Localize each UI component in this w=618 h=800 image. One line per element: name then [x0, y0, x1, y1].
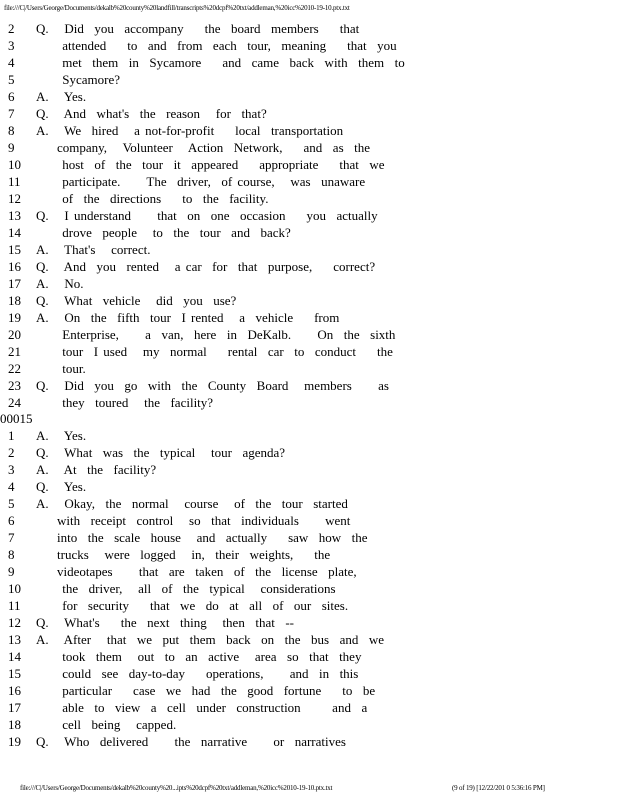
line-number: 14 — [8, 649, 21, 664]
transcript-line — [0, 88, 618, 105]
transcript-line — [0, 71, 618, 88]
transcript-block-b — [0, 427, 618, 750]
line-text: videotapes that are taken of the license plate, — [36, 564, 357, 579]
line-text: company, Volunteer Action Network, and as the — [36, 140, 371, 155]
line-number: 17 — [8, 700, 21, 715]
transcript-line — [0, 190, 618, 207]
transcript-block-a — [0, 20, 618, 411]
line-text: Q. I understand that on one occasion you actually — [36, 208, 378, 223]
transcript-line — [0, 292, 618, 309]
line-number: 21 — [8, 344, 21, 359]
line-text: A. Yes. — [36, 89, 87, 104]
line-text: Q. And what's the reason for that? — [36, 106, 267, 121]
transcript-line — [0, 682, 618, 699]
transcript-line — [0, 156, 618, 173]
line-text: took them out to an active area so that they — [36, 649, 362, 664]
line-text: particular case we had the good fortune to be — [36, 683, 376, 698]
transcript-line — [0, 275, 618, 292]
line-text: able to view a cell under construction and a — [36, 700, 368, 715]
line-text: Q. Who delivered the narrative or narratives — [36, 734, 346, 749]
line-number: 13 — [8, 208, 21, 223]
line-text: A. That's correct. — [36, 242, 151, 257]
transcript-line — [0, 716, 618, 733]
transcript-line — [0, 377, 618, 394]
line-text: host of the tour it appeared appropriate that we — [36, 157, 385, 172]
transcript-line — [0, 105, 618, 122]
line-text: of the directions to the facility. — [36, 191, 269, 206]
transcript-line — [0, 648, 618, 665]
line-number: 5 — [8, 496, 15, 511]
line-text: attended to and from each tour, meaning that you — [36, 38, 397, 53]
line-number: 6 — [8, 513, 15, 528]
line-text: A. We hired a not-for-profit local transportation — [36, 123, 344, 138]
transcript-line — [0, 665, 618, 682]
line-number: 16 — [8, 259, 21, 274]
line-text: drove people to the tour and back? — [36, 225, 291, 240]
line-text: A. On the fifth tour I rented a vehicle from — [36, 310, 340, 325]
line-text: Sycamore? — [36, 72, 121, 87]
transcript-line — [0, 461, 618, 478]
line-number: 11 — [8, 598, 21, 613]
transcript-line — [0, 20, 618, 37]
line-number: 8 — [8, 547, 15, 562]
line-text: Q. Did you go with the County Board members as — [36, 378, 389, 393]
line-number: 19 — [8, 734, 21, 749]
transcript-line — [0, 309, 618, 326]
line-text: A. After that we put them back on the bus and we — [36, 632, 385, 647]
line-text: A. At the facility? — [36, 462, 157, 477]
line-number: 11 — [8, 174, 21, 189]
line-number: 14 — [8, 225, 21, 240]
transcript-line — [0, 394, 618, 411]
line-text: tour I used my normal rental car to conduct the — [36, 344, 393, 359]
line-number: 3 — [8, 462, 15, 477]
transcript-line — [0, 478, 618, 495]
line-text: with receipt control so that individuals went — [36, 513, 351, 528]
line-number: 6 — [8, 89, 15, 104]
line-number: 23 — [8, 378, 21, 393]
line-number: 5 — [8, 72, 15, 87]
transcript-line — [0, 563, 618, 580]
line-number: 9 — [8, 140, 15, 155]
footer-page-info: (9 of 19) [12/22/201 0 5:36:16 PM] — [452, 784, 545, 792]
line-number: 9 — [8, 564, 15, 579]
line-text: into the scale house and actually saw how the — [36, 530, 368, 545]
line-number: 13 — [8, 632, 21, 647]
line-number: 19 — [8, 310, 21, 325]
line-number: 10 — [8, 157, 21, 172]
transcript-line — [0, 37, 618, 54]
line-text: Q. Yes. — [36, 479, 87, 494]
line-text: could see day-to-day operations, and in this — [36, 666, 359, 681]
footer-file-path: file:///C|/Users/George/Documents/dekalb%20county%20...ipts%20dcpf%20txt/addleman,%20icc%2010-19-10.ptx.txt — [20, 784, 333, 792]
transcript-line — [0, 139, 618, 156]
line-number: 4 — [8, 55, 15, 70]
line-text: trucks were logged in, their weights, the — [36, 547, 331, 562]
line-text: Enterprise, a van, here in DeKalb. On the sixth — [36, 327, 396, 342]
line-text: A. Yes. — [36, 428, 87, 443]
line-number: 24 — [8, 395, 21, 410]
page-marker: 00015 — [0, 411, 33, 426]
transcript-line — [0, 597, 618, 614]
line-number: 1 — [8, 428, 15, 443]
line-number: 18 — [8, 293, 21, 308]
transcript-line — [0, 343, 618, 360]
line-text: the driver, all of the typical considerations — [36, 581, 336, 596]
transcript-line — [0, 699, 618, 716]
transcript-line — [0, 207, 618, 224]
line-number: 12 — [8, 191, 21, 206]
line-text: A. No. — [36, 276, 84, 291]
transcript-line — [0, 546, 618, 563]
transcript-line — [0, 580, 618, 597]
transcript-line — [0, 54, 618, 71]
transcript-line — [0, 360, 618, 377]
line-number: 4 — [8, 479, 15, 494]
line-number: 20 — [8, 327, 21, 342]
line-number: 2 — [8, 445, 15, 460]
line-text: they toured the facility? — [36, 395, 214, 410]
line-number: 15 — [8, 242, 21, 257]
transcript-line — [0, 326, 618, 343]
transcript-line — [0, 258, 618, 275]
line-number: 8 — [8, 123, 15, 138]
line-number: 3 — [8, 38, 15, 53]
transcript-line — [0, 122, 618, 139]
line-text: met them in Sycamore and came back with them to — [36, 55, 405, 70]
line-number: 15 — [8, 666, 21, 681]
line-number: 7 — [8, 530, 15, 545]
line-text: Q. Did you accompany the board members that — [36, 21, 360, 36]
transcript-line — [0, 529, 618, 546]
line-text: cell being capped. — [36, 717, 177, 732]
line-number: 7 — [8, 106, 15, 121]
transcript-line — [0, 241, 618, 258]
line-text: Q. What's the next thing then that -- — [36, 615, 294, 630]
line-text: for security that we do at all of our sites. — [36, 598, 349, 613]
transcript-line — [0, 614, 618, 631]
file-path-header: file:///C|/Users/George/Documents/dekalb%20county%20landfill/transcripts%20dcpf%20txt/addleman,%20icc%2010-19-10.ptx.txt — [4, 4, 350, 12]
transcript-line — [0, 512, 618, 529]
transcript-line — [0, 733, 618, 750]
transcript-line — [0, 444, 618, 461]
line-text: A. Okay, the normal course of the tour started — [36, 496, 348, 511]
line-number: 22 — [8, 361, 21, 376]
line-number: 10 — [8, 581, 21, 596]
line-number: 2 — [8, 21, 15, 36]
line-text: tour. — [36, 361, 86, 376]
transcript-line — [0, 173, 618, 190]
transcript-body — [0, 20, 618, 750]
transcript-line — [0, 631, 618, 648]
line-number: 18 — [8, 717, 21, 732]
transcript-line — [0, 427, 618, 444]
transcript-line — [0, 495, 618, 512]
line-number: 17 — [8, 276, 21, 291]
line-text: Q. What vehicle did you use? — [36, 293, 237, 308]
line-text: Q. And you rented a car for that purpose, correct? — [36, 259, 376, 274]
line-number: 12 — [8, 615, 21, 630]
line-text: Q. What was the typical tour agenda? — [36, 445, 286, 460]
line-text: participate. The driver, of course, was unaware — [36, 174, 366, 189]
transcript-line — [0, 224, 618, 241]
line-number: 16 — [8, 683, 21, 698]
